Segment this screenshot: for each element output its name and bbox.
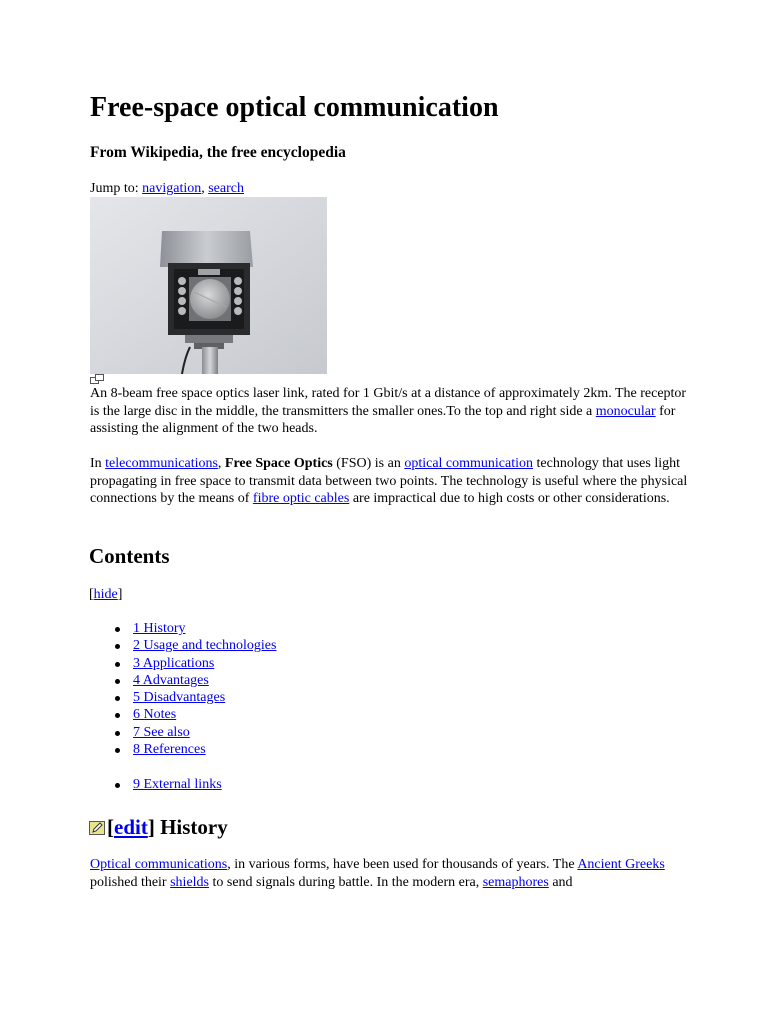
history-text-2: polished their xyxy=(90,874,171,890)
toc-link-disadvantages[interactable]: 5 Disadvantages xyxy=(133,690,226,706)
toc-item xyxy=(90,706,276,723)
toc-list xyxy=(90,620,276,758)
toc-link-applications[interactable]: 3 Applications xyxy=(133,655,215,671)
toc-link-history[interactable]: 1 History xyxy=(133,621,186,636)
toc-item xyxy=(90,655,276,672)
toc-item xyxy=(90,741,276,758)
toc-item xyxy=(90,776,222,793)
history-heading xyxy=(89,814,228,840)
toc-item xyxy=(90,637,276,654)
history-text-1: , in various forms, have been used for thousands of years. The xyxy=(227,857,578,872)
page-subtitle: From Wikipedia, the free encyclopedia xyxy=(90,144,346,161)
jump-to-search-link[interactable]: search xyxy=(208,181,244,196)
toc-item xyxy=(90,620,276,637)
toc-hide-link[interactable]: hide xyxy=(93,587,118,602)
fso-device-photo[interactable] xyxy=(90,197,327,374)
enlarge-icon[interactable] xyxy=(90,374,104,384)
history-edit-link[interactable]: edit xyxy=(114,815,148,839)
toc-link-references[interactable]: 8 References xyxy=(133,742,206,758)
jump-to-prefix: Jump to: xyxy=(90,181,143,196)
telecommunications-link[interactable]: telecommunications xyxy=(105,456,218,471)
edit-bracket-close: ] xyxy=(147,815,161,839)
toc-link-see-also[interactable]: 7 See also xyxy=(133,724,190,740)
pencil-edit-icon[interactable] xyxy=(89,821,105,835)
history-paragraph xyxy=(90,856,690,891)
intro-text-1: In xyxy=(90,456,106,471)
jump-to-separator: , xyxy=(201,181,209,196)
monocular-link[interactable]: monocular xyxy=(595,403,656,419)
intro-text-3: (FSO) is an xyxy=(332,456,405,471)
toc-link-usage[interactable]: 2 Usage and technologies xyxy=(133,638,277,654)
optical-communications-link[interactable]: Optical communications xyxy=(90,857,228,872)
shields-link[interactable]: shields xyxy=(170,874,209,890)
caption-suffix: for assisting the alignment of the two heads. xyxy=(90,403,676,436)
caption-text: An 8-beam free space optics laser link, rated for 1 Gbit/s at a distance of approximately 2km. The receptor is the large disc in the middle, the transmitters the smaller ones.To the top and right side a xyxy=(90,386,687,419)
toc-toggle-open: [ xyxy=(89,587,94,602)
history-text-4: and xyxy=(548,874,573,890)
contents-heading: Contents xyxy=(89,544,170,568)
jump-to-navigation-link[interactable]: navigation xyxy=(142,181,202,196)
toc-item xyxy=(90,689,276,706)
jump-to-links xyxy=(90,180,244,198)
toc-list-extra xyxy=(90,776,222,793)
toc-toggle xyxy=(89,586,122,604)
intro-text-2: , xyxy=(217,456,225,471)
fibre-optic-cables-link[interactable]: fibre optic cables xyxy=(252,491,350,506)
intro-text-4: technology that uses light propagating in free space to transmit data between two points. The technology is useful where the physical connections by the means of xyxy=(90,456,688,506)
toc-link-notes[interactable]: 6 Notes xyxy=(133,707,177,723)
toc-item xyxy=(90,724,276,741)
intro-bold-term: Free Space Optics xyxy=(224,456,333,471)
toc-toggle-close: ] xyxy=(117,587,123,602)
toc-link-external-links[interactable]: 9 External links xyxy=(133,777,222,792)
toc-link-advantages[interactable]: 4 Advantages xyxy=(133,672,209,688)
intro-text-5: are impractical due to high costs or other considerations. xyxy=(349,491,670,506)
page-title: Free-space optical communication xyxy=(90,92,499,123)
intro-paragraph xyxy=(90,455,690,508)
image-caption xyxy=(90,385,690,438)
toc-item xyxy=(90,672,276,689)
history-text-3: to send signals during battle. In the modern era, xyxy=(209,874,483,890)
optical-communication-link[interactable]: optical communication xyxy=(404,456,534,471)
semaphores-link[interactable]: semaphores xyxy=(482,874,549,890)
edit-bracket-open: [ xyxy=(107,815,114,839)
history-heading-text: History xyxy=(160,815,228,839)
ancient-greeks-link[interactable]: Ancient Greeks xyxy=(577,857,665,872)
